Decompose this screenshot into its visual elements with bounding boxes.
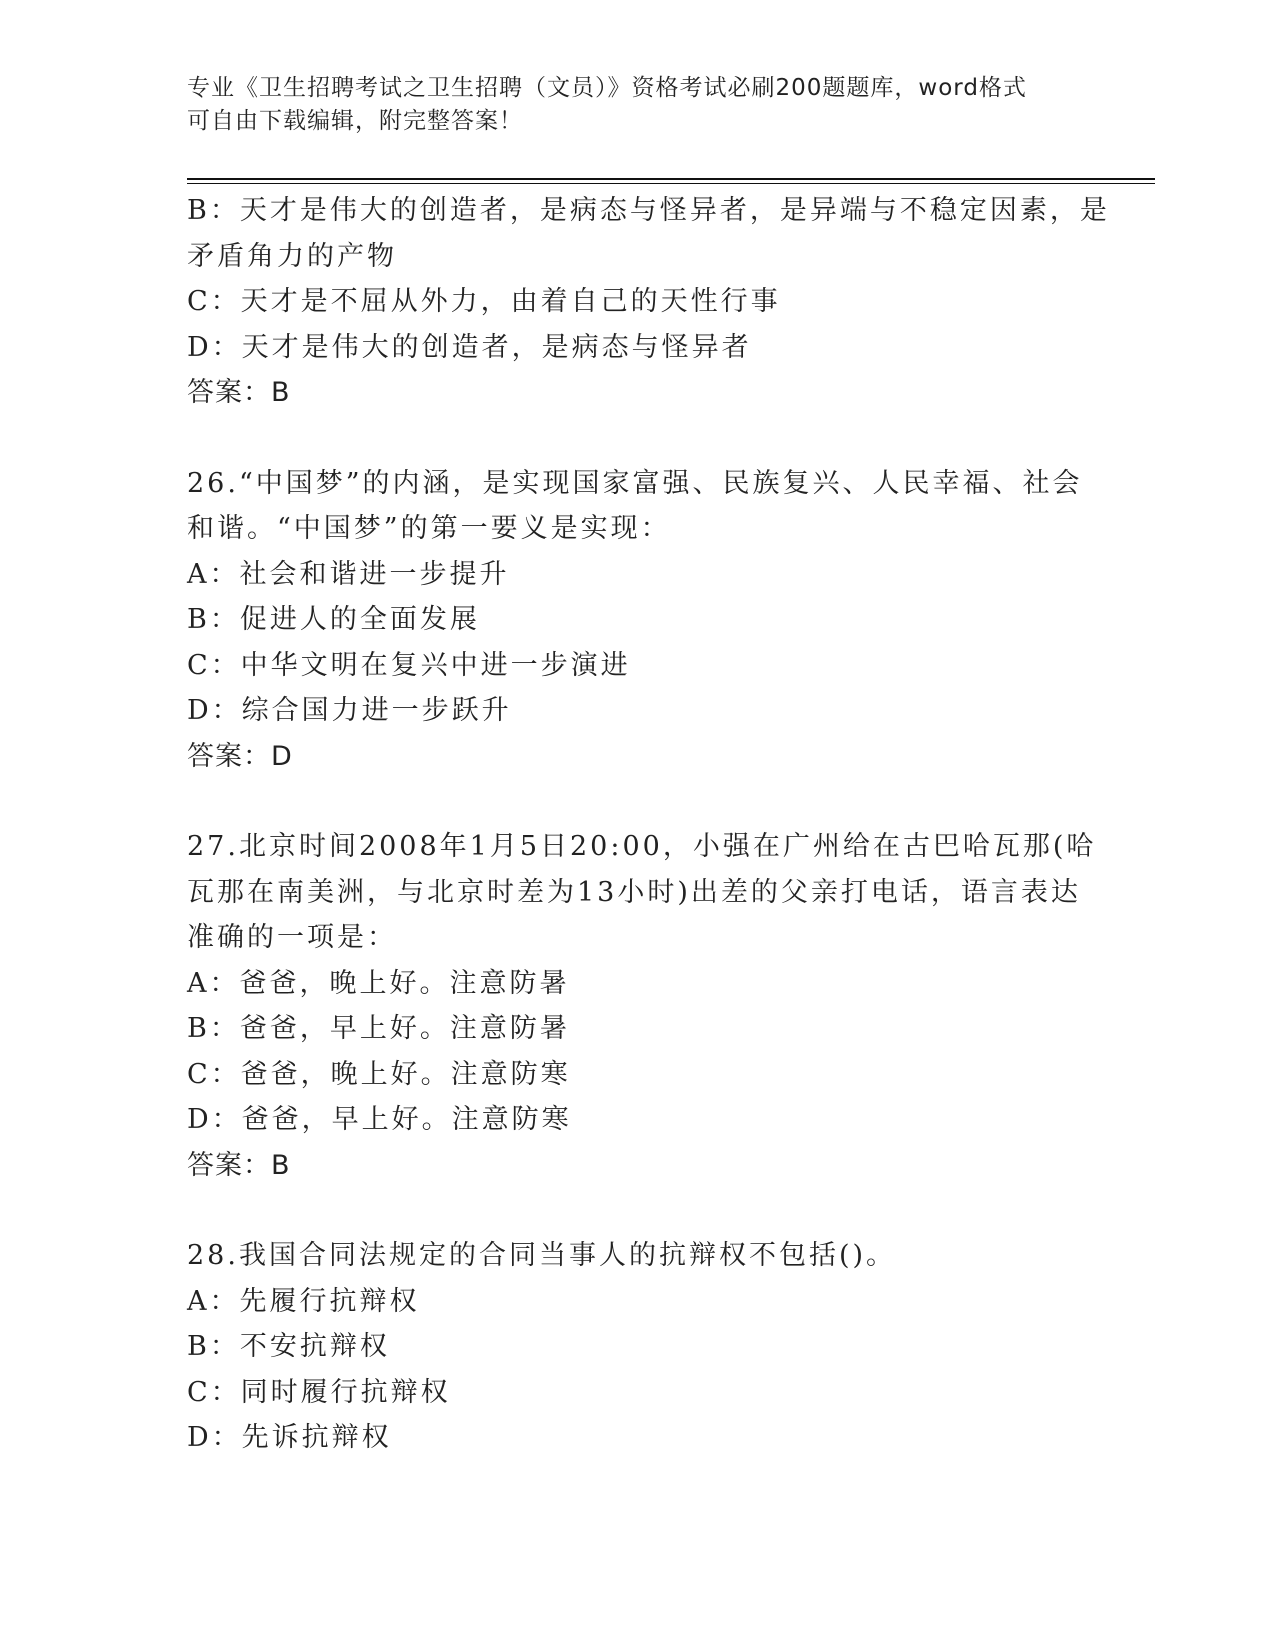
option-c: C：同时履行抗辩权: [187, 1376, 451, 1408]
question-27: [187, 824, 1097, 1188]
question-stem-continued: 准确的一项是：: [187, 922, 397, 953]
question-stem: 27.北京时间2008年1月5日20:00，小强在广州给在古巴哈瓦那(哈: [187, 831, 1097, 862]
option-b: B：爸爸，早上好。注意防暑: [187, 1013, 570, 1044]
question-content: [187, 188, 1110, 1461]
spacer: [187, 1188, 1087, 1233]
question-stem: 26.“中国梦”的内涵，是实现国家富强、民族复兴、人民幸福、社会: [187, 467, 1083, 499]
option-d: D：爸爸，早上好。注意防寒: [187, 1104, 572, 1135]
option-d: D：先诉抗辩权: [187, 1422, 392, 1453]
question-28: [187, 1233, 1087, 1461]
option-c: C：中华文明在复兴中进一步演进: [187, 649, 631, 681]
option-b: B：天才是伟大的创造者，是病态与怪异者，是异端与不稳定因素，是: [187, 195, 1110, 226]
option-b: B：不安抗辩权: [187, 1331, 390, 1362]
answer: 答案：B: [187, 377, 291, 408]
spacer: [187, 779, 1087, 824]
question-25-tail: [187, 188, 1110, 416]
option-a: A：爸爸，晚上好。注意防暑: [187, 967, 570, 999]
document-header: [187, 72, 1087, 138]
header-divider-thin: [187, 183, 1155, 184]
header-title-line-1: 专业《卫生招聘考试之卫生招聘（文员）》资格考试必刷200题题库，word格式: [187, 75, 1027, 101]
option-b-continued: 矛盾角力的产物: [187, 240, 397, 272]
option-a: A：先履行抗辩权: [187, 1285, 420, 1317]
answer: 答案：D: [187, 740, 293, 772]
question-26: [187, 461, 1087, 780]
option-d: D：综合国力进一步跃升: [187, 695, 512, 726]
option-c: C：爸爸，晚上好。注意防寒: [187, 1058, 571, 1090]
header-title-line-2: 可自由下载编辑，附完整答案！: [187, 108, 523, 134]
header-divider-thick: [187, 178, 1155, 180]
option-b: B：促进人的全面发展: [187, 604, 480, 635]
question-stem: 28.我国合同法规定的合同当事人的抗辩权不包括()。: [187, 1240, 897, 1271]
answer: 答案：B: [187, 1149, 291, 1181]
spacer: [187, 416, 1087, 461]
question-stem-continued: 瓦那在南美洲，与北京时差为13小时)出差的父亲打电话，语言表达: [187, 876, 1081, 908]
option-a: A：社会和谐进一步提升: [187, 558, 510, 590]
question-stem-continued: 和谐。“中国梦”的第一要义是实现：: [187, 513, 671, 544]
option-d: D：天才是伟大的创造者，是病态与怪异者: [187, 331, 752, 363]
option-c: C：天才是不屈从外力，由着自己的天性行事: [187, 286, 781, 317]
